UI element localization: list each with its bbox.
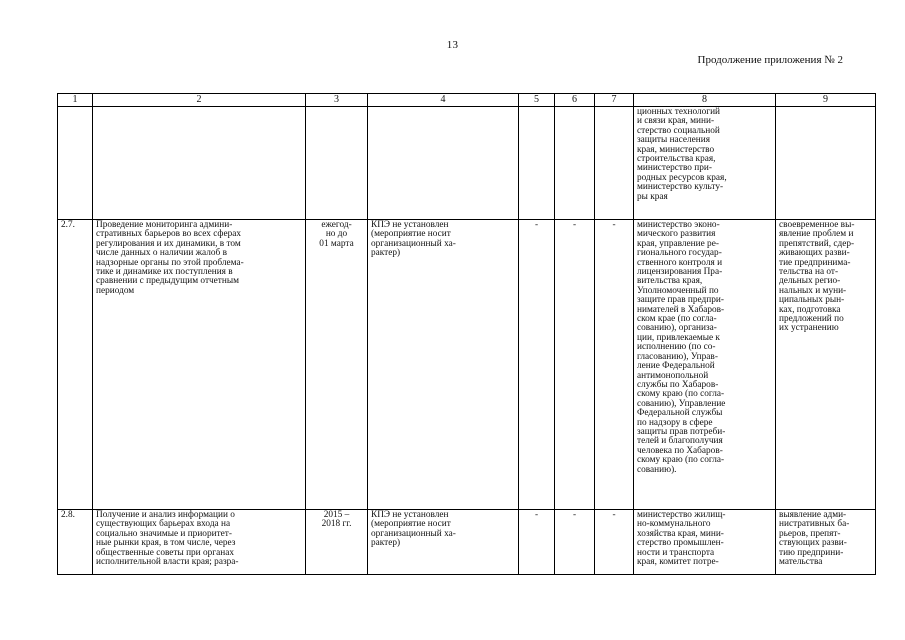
result-cell bbox=[776, 107, 876, 220]
executors-cell: министерство жилищ- но-коммунального хозяйства края, мини- стерство промышлен- ности и транспорта края, комитет потре- bbox=[634, 510, 776, 575]
table-row bbox=[58, 510, 876, 575]
value-cell: - bbox=[595, 220, 634, 510]
term-cell: 2015 – 2018 гг. bbox=[306, 510, 368, 575]
column-header: 2 bbox=[93, 94, 306, 107]
table-row bbox=[58, 220, 876, 510]
value-cell bbox=[519, 107, 555, 220]
column-header: 1 bbox=[58, 94, 93, 107]
value-cell: - bbox=[595, 510, 634, 575]
column-header: 3 bbox=[306, 94, 368, 107]
term-cell bbox=[306, 107, 368, 220]
activity-cell: Получение и анализ информации о существующих барьерах входа на социально значимые и приоритет- ные рынки края, в том числе, через общественные советы при органах исполнительной власти края; разра- bbox=[93, 510, 306, 575]
term-cell: ежегод- но до 01 марта bbox=[306, 220, 368, 510]
value-cell: - bbox=[555, 510, 595, 575]
row-number: 2.8. bbox=[58, 510, 93, 575]
column-header: 8 bbox=[634, 94, 776, 107]
value-cell: - bbox=[519, 510, 555, 575]
program-table bbox=[57, 93, 876, 575]
value-cell: - bbox=[555, 220, 595, 510]
column-header: 7 bbox=[595, 94, 634, 107]
continuation-note: Продолжение приложения № 2 bbox=[697, 54, 843, 66]
column-header: 4 bbox=[368, 94, 519, 107]
result-cell: своевременное вы- явление проблем и препятствий, сдер- живающих разви- тие предпринима- тельства на от- дельных регио- нальных и муни- ципальных рын- ках, подготовка предложений по их устранению bbox=[776, 220, 876, 510]
kpe-cell: КПЭ не установлен (мероприятие носит организационный ха- рактер) bbox=[368, 220, 519, 510]
column-header: 6 bbox=[555, 94, 595, 107]
kpe-cell bbox=[368, 107, 519, 220]
page-number: 13 bbox=[446, 39, 459, 51]
table-row bbox=[58, 107, 876, 220]
column-header: 9 bbox=[776, 94, 876, 107]
row-number: 2.7. bbox=[58, 220, 93, 510]
value-cell bbox=[555, 107, 595, 220]
executors-cell: ционных технологий и связи края, мини- стерство социальной защиты населения края, министерство строительства края, министерство при- родных ресурсов края, министерство культу- ры края bbox=[634, 107, 776, 220]
row-number bbox=[58, 107, 93, 220]
table-header-row bbox=[58, 94, 876, 107]
result-cell: выявление адми- нистративных ба- рьеров, препят- ствующих разви- тию предприни- мательства bbox=[776, 510, 876, 575]
value-cell bbox=[595, 107, 634, 220]
kpe-cell: КПЭ не установлен (мероприятие носит организационный ха- рактер) bbox=[368, 510, 519, 575]
column-header: 5 bbox=[519, 94, 555, 107]
activity-cell bbox=[93, 107, 306, 220]
activity-cell: Проведение мониторинга админи- стративных барьеров во всех сферах регулирования и их динамики, в том числе данных о наличии жалоб в надзорные органы по этой проблема- тике и динамике их поступления в сравнении с предыдущим отчетным периодом bbox=[93, 220, 306, 510]
executors-cell: министерство эконо- мического развития края, управление ре- гионального государ- ственного контроля и лицензирования Пра- вительства края, Уполномоченный по защите прав предпри- нимателей в Хабаров- ском крае (по согла- сованию), организа- ции, привлекаемые к исполнению (по со- гласованию), Управ- ление Федеральной антимонопольной службы по Хабаров- скому краю (по согла- сованию), Управление Федеральной службы по надзору в сфере защиты прав потреби- телей и благополучия человека по Хабаров- скому краю (по согла- сованию). bbox=[634, 220, 776, 510]
value-cell: - bbox=[519, 220, 555, 510]
